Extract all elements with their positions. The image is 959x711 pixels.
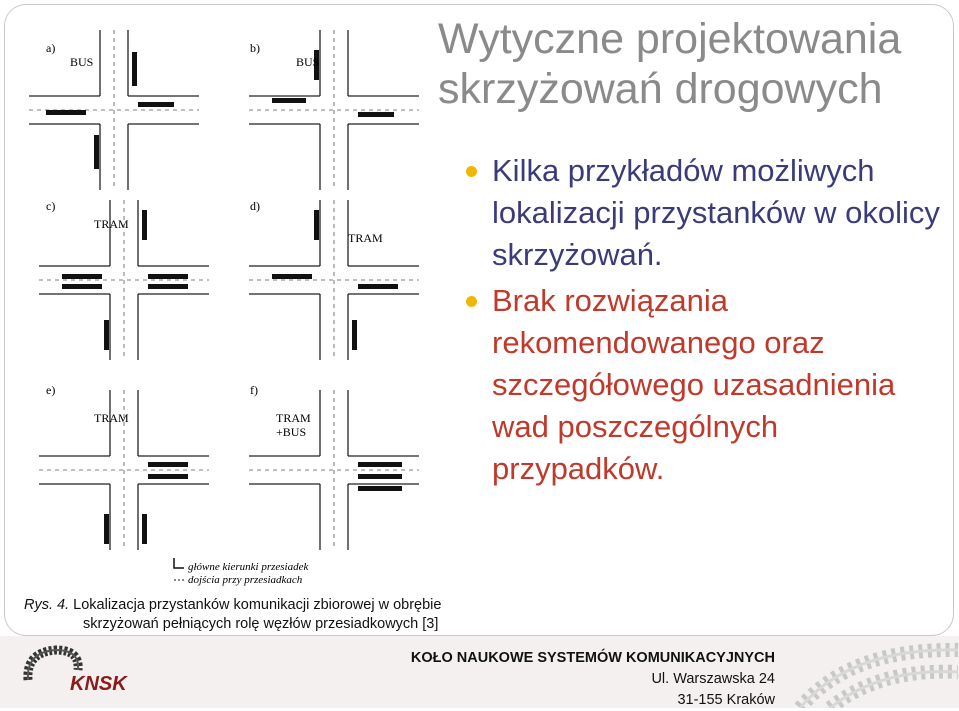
organization-info [405, 648, 775, 711]
figure-legend [174, 558, 309, 586]
slide-title-line1: Wytyczne projektowania [438, 15, 902, 63]
figure-caption [24, 596, 454, 634]
panel-c-label: c) [46, 199, 56, 213]
tram-bus-label-f1: TRAM [276, 411, 311, 425]
caption-line2: skrzyżowań pełniących rolę węzłów przesiadkowych [3] [83, 616, 439, 632]
bullet-marker-icon [466, 166, 477, 177]
panel-b [249, 30, 419, 190]
bullet-marker-icon [466, 296, 477, 307]
bus-label-a: BUS [70, 55, 94, 69]
panel-a-label: a) [46, 41, 56, 55]
knsk-logo [18, 640, 148, 702]
caption-prefix: Rys. 4. [24, 597, 70, 613]
bullet-text: Kilka przykładów możliwych lokalizacji przystanków w okolicy skrzyżowań. [492, 153, 940, 272]
organization-street: Ul. Warszawska 24 [651, 671, 775, 687]
panel-b-label: b) [250, 41, 260, 55]
bullet-list [462, 150, 952, 494]
legend-item-2: dojścia przy przesiadkach [188, 574, 303, 586]
intersection-diagrams [14, 10, 434, 590]
tram-label-d: TRAM [348, 231, 383, 245]
rail-tracks-decoration [790, 638, 958, 708]
panel-d [249, 200, 419, 360]
tram-label-e: TRAM [94, 411, 129, 425]
tram-label-c: TRAM [94, 217, 129, 231]
panel-f-label: f) [250, 383, 258, 397]
tram-bus-label-f2: +BUS [276, 425, 307, 439]
panel-d-label: d) [250, 199, 260, 213]
bullet-item [462, 150, 952, 276]
slide-title [438, 14, 953, 114]
bus-label-b: BUS [296, 55, 320, 69]
organization-city: 31-155 Kraków [677, 692, 775, 708]
logo-text: KNSK [70, 673, 127, 695]
panel-f [249, 390, 419, 550]
slide-title-line2: skrzyżowań drogowych [438, 65, 883, 113]
bullet-item [462, 280, 952, 490]
bullet-text: Brak rozwiązania rekomendowanego oraz szczegółowego uzasadnienia wad poszczególnych przypadków. [492, 283, 896, 486]
panel-e-label: e) [46, 383, 56, 397]
legend-item-1: główne kierunki przesiadek [188, 561, 309, 573]
caption-line1: Lokalizacja przystanków komunikacji zbiorowej w obrębie [73, 597, 442, 613]
organization-name: KOŁO NAUKOWE SYSTEMÓW KOMUNIKACYJNYCH [410, 650, 775, 666]
